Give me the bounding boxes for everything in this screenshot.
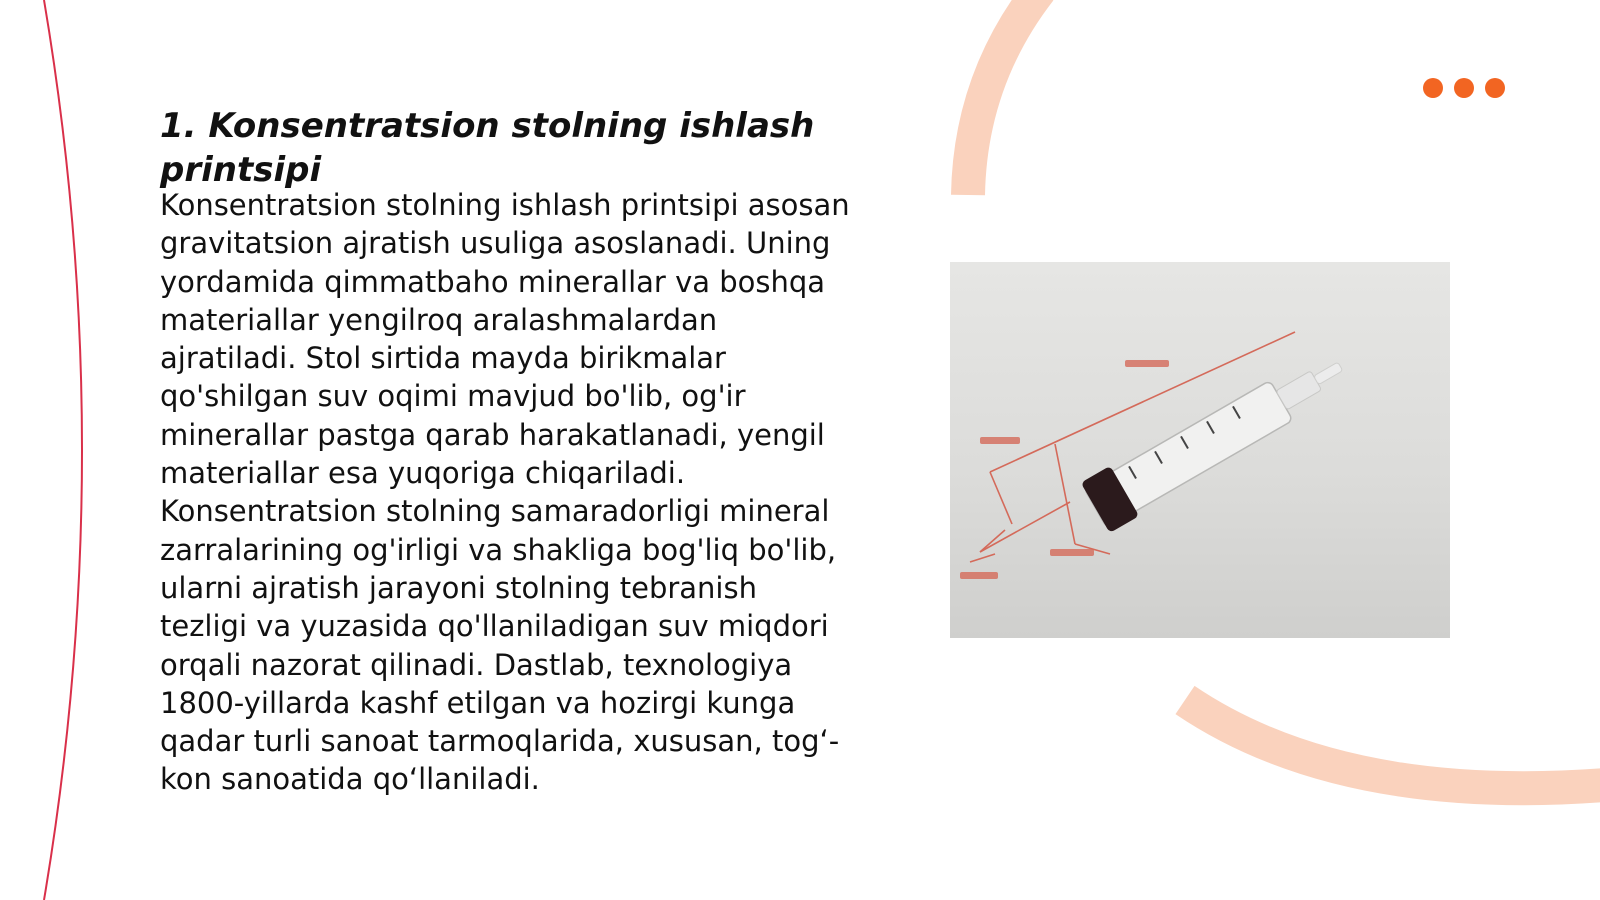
syringe-illustration — [950, 262, 1450, 638]
slide-title: 1. Konsentratsion stolning ishlash printsipi — [160, 106, 815, 190]
bottom-decorative-arc — [1185, 700, 1600, 788]
syringe — [1081, 341, 1355, 533]
dot — [1454, 78, 1474, 98]
dot — [1485, 78, 1505, 98]
top-decorative-arc — [968, 0, 1040, 195]
dot — [1423, 78, 1443, 98]
syringe-photo — [950, 262, 1450, 638]
slide-body-text: Konsentratsion stolning ishlash printsipi asosan gravitatsion ajratish usuliga asoslanadi. Uning yordamida qimmatbaho minerallar va boshqa materiallar yengilroq aralashmalardan ajratiladi. Stol sirtida mayda birikmalar qo'shilgan suv oqimi mavjud bo'lib, og'ir minerallar pastga qarab harakatlanadi, yengil materiallar esa yuqoriga chiqariladi. Konsentratsion stolning samaradorligi mineral zarralarining og'irligi va shakliga bog'liq bo'lib, ularni ajratish jarayoni stolning tebranish tezligi va yuzasida qo'llaniladigan suv miqdori orqali nazorat qilinadi. Dastlab, texnologiya 1800-yillarda kashf etilgan va hozirgi kunga qadar turli sanoat tarmoqlarida, xususan, tog‘-kon sanoatida qo‘llaniladi. — [160, 188, 850, 797]
left-accent-line — [44, 0, 82, 900]
more-dots-icon — [1423, 78, 1505, 98]
